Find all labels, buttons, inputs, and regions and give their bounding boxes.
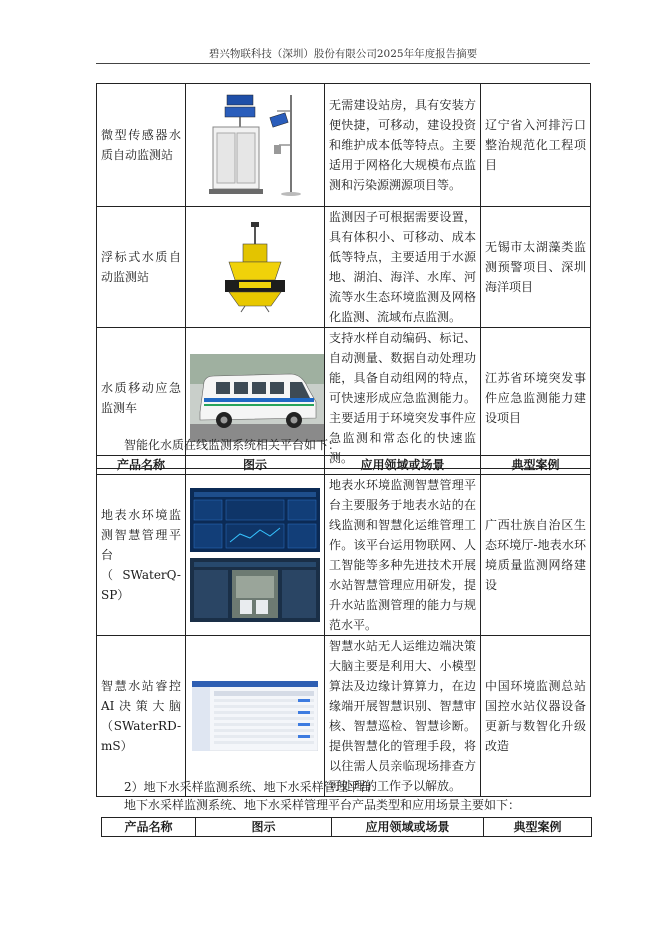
col-header-application: 应用领域或场景: [332, 818, 484, 837]
groundwater-table: [101, 817, 592, 837]
table-header-row: [97, 456, 591, 475]
application-scenario: 监测因子可根据需要设置，具有体积小、可移动、成本低等特点，主要适用于水源地、湖泊、海洋、水库、河流等水生态环境监测及网格化监测、流域布点监测。: [325, 207, 481, 328]
col-header-case: 典型案例: [484, 818, 592, 837]
product-name: 微型传感器水质自动监测站: [97, 84, 186, 207]
col-header-product: 产品名称: [97, 456, 186, 475]
table-row: [97, 636, 591, 797]
section-intro: 地下水采样监测系统、地下水采样管理平台产品类型和应用场景主要如下：: [124, 798, 521, 812]
typical-case: 广西壮族自治区生态环境厅-地表水环境质量监测网络建设: [481, 475, 591, 636]
ai-brain-image: [186, 636, 325, 797]
table-header-row: [102, 818, 592, 837]
emergency-vehicle-photo: [190, 354, 324, 442]
buoy-station-illustration: [205, 220, 305, 314]
typical-case: 辽宁省入河排污口整治规范化工程项目: [481, 84, 591, 207]
platform-table: [96, 455, 591, 797]
section-heading: 2）地下水采样监测系统、地下水采样管理平台: [124, 780, 372, 794]
product-name: 地表水环境监测智慧管理平台（SWaterQ-SP）: [97, 475, 186, 636]
platform-intro-text: 智能化水质在线监测系统相关平台如下：: [124, 438, 341, 452]
col-header-product: 产品名称: [102, 818, 196, 837]
col-header-application: 应用领域或场景: [325, 456, 481, 475]
table-row: [97, 207, 591, 328]
product-name: 智慧水站睿控AI决策大脑（SWaterRD-mS）: [97, 636, 186, 797]
typical-case: 江苏省环境突发事件应急监测能力建设项目: [481, 328, 591, 469]
table-row: [97, 84, 591, 207]
application-scenario: 智慧水站无人运维边端决策大脑主要是利用大、小模型算法及边缘计算算力，在边缘端开展智慧识别、智慧审核、智慧巡检、智慧诊断。提供智慧化的管理手段，将以往需人员亲临现场排查方可处理的工作予以解放。: [325, 636, 481, 797]
application-scenario: 无需建设站房，具有安装方便快捷，可移动，建设投资和维护成本低等特点。主要适用于网格化大规模布点监测和污染源溯源项目等。: [325, 84, 481, 207]
product-name: 浮标式水质自动监测站: [97, 207, 186, 328]
micro-sensor-station-image: [186, 84, 325, 207]
typical-case: 中国环境监测总站国控水站仪器设备更新与数智化升级改造: [481, 636, 591, 797]
surface-water-platform-image: [186, 475, 325, 636]
col-header-image: 图示: [196, 818, 332, 837]
col-header-case: 典型案例: [481, 456, 591, 475]
header-divider: [96, 63, 590, 64]
table-row: [97, 475, 591, 636]
buoy-station-image: [186, 207, 325, 328]
col-header-image: 图示: [186, 456, 325, 475]
ai-console-screenshot: [192, 681, 318, 751]
dashboard-screenshots: [190, 488, 320, 622]
monitoring-station-table: [96, 83, 591, 469]
product-name: 水质移动应急监测车: [97, 328, 186, 469]
application-scenario: 支持水样自动编码、标记、自动测量、数据自动处理功能，具备自动组网的特点，可快速形成应急监测能力。主要适用于环境突发事件应急监测和常态化的快速监测。: [325, 328, 481, 469]
typical-case: 无锡市太湖藻类监测预警项目、深圳海洋项目: [481, 207, 591, 328]
monitoring-station-illustration: [195, 89, 315, 201]
report-header: 碧兴物联科技（深圳）股份有限公司2025年年度报告摘要: [208, 48, 478, 60]
application-scenario: 地表水环境监测智慧管理平台主要服务于地表水站的在线监测和智慧化运维管理工作。该平台运用物联网、人工智能等多种先进技术开展水站智慧管理应用研发，提升水站监测管理的能力与规范水平。: [325, 475, 481, 636]
